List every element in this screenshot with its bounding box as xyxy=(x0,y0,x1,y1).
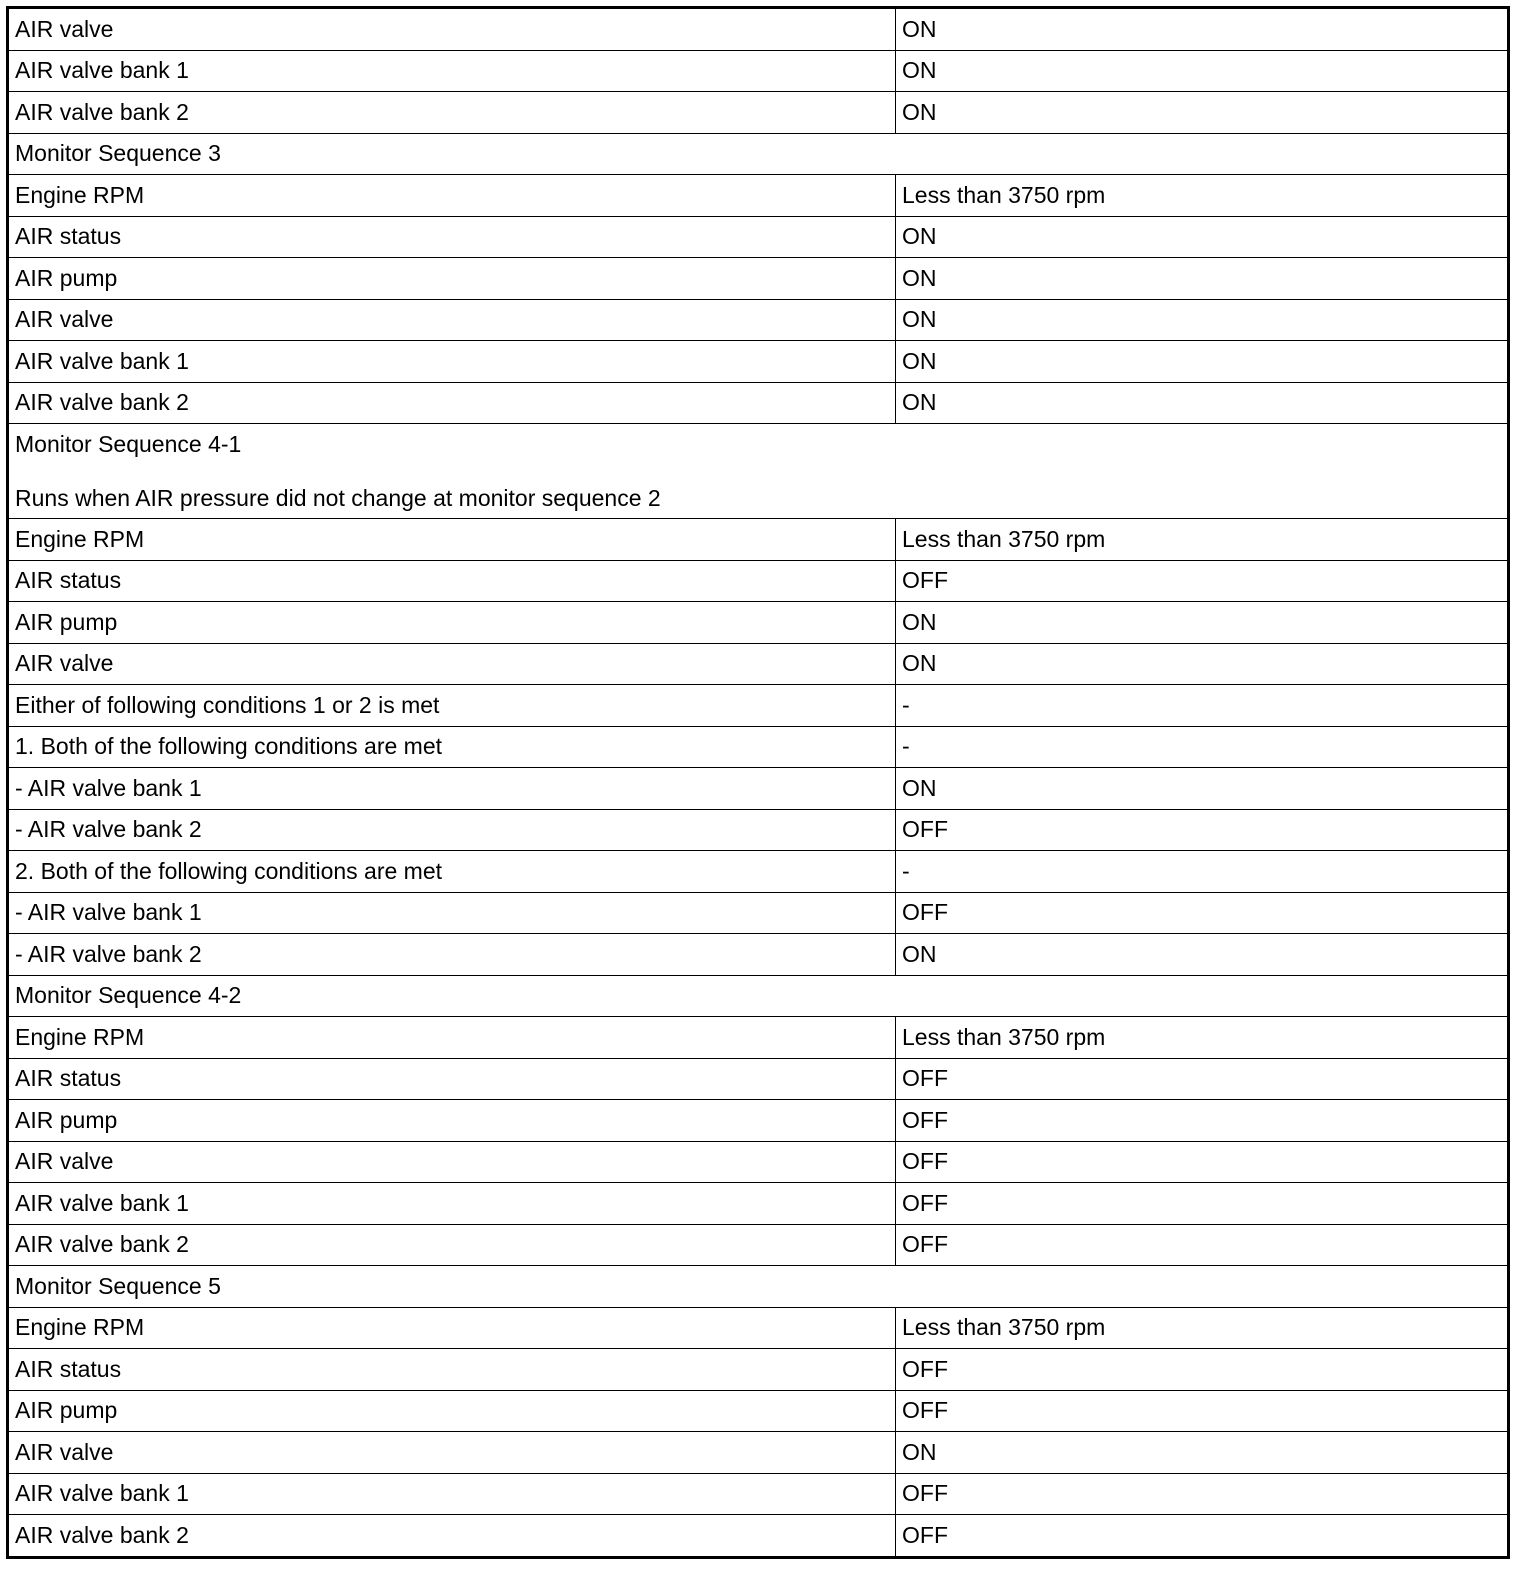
value-cell: OFF xyxy=(896,1473,1509,1515)
value-cell: ON xyxy=(896,934,1509,976)
value-cell: OFF xyxy=(896,560,1509,602)
table-row xyxy=(8,175,1509,217)
table-row xyxy=(8,1473,1509,1515)
param-cell: Engine RPM xyxy=(8,1307,896,1349)
param-cell: AIR valve bank 1 xyxy=(8,1473,896,1515)
table-row xyxy=(8,50,1509,92)
section-header-row xyxy=(8,133,1509,175)
table-row xyxy=(8,851,1509,893)
table-row xyxy=(8,809,1509,851)
value-cell: OFF xyxy=(896,1349,1509,1391)
param-cell: AIR valve xyxy=(8,299,896,341)
param-cell: AIR status xyxy=(8,1349,896,1391)
table-row xyxy=(8,892,1509,934)
value-cell: OFF xyxy=(896,1224,1509,1266)
section-title: Monitor Sequence 4-1 xyxy=(15,430,242,457)
table-row xyxy=(8,1224,1509,1266)
table-row xyxy=(8,643,1509,685)
table-row xyxy=(8,258,1509,300)
value-cell: Less than 3750 rpm xyxy=(896,1307,1509,1349)
table-row xyxy=(8,685,1509,727)
param-cell: AIR status xyxy=(8,560,896,602)
value-cell: OFF xyxy=(896,1058,1509,1100)
param-cell: Engine RPM xyxy=(8,175,896,217)
table-row xyxy=(8,341,1509,383)
value-cell: ON xyxy=(896,8,1509,51)
value-cell: ON xyxy=(896,1432,1509,1474)
value-cell: ON xyxy=(896,602,1509,644)
value-cell: Less than 3750 rpm xyxy=(896,1017,1509,1059)
table-row xyxy=(8,1432,1509,1474)
section-cell xyxy=(8,424,1509,519)
value-cell: Less than 3750 rpm xyxy=(896,519,1509,561)
param-cell: Either of following conditions 1 or 2 is met xyxy=(8,685,896,727)
param-cell: AIR valve bank 1 xyxy=(8,50,896,92)
value-cell: ON xyxy=(896,258,1509,300)
table-row xyxy=(8,299,1509,341)
param-cell: AIR valve xyxy=(8,1432,896,1474)
section-header-row xyxy=(8,975,1509,1017)
value-cell: OFF xyxy=(896,892,1509,934)
param-cell: AIR pump xyxy=(8,602,896,644)
param-cell: AIR valve bank 1 xyxy=(8,341,896,383)
param-cell: AIR pump xyxy=(8,1100,896,1142)
value-cell: ON xyxy=(896,382,1509,424)
section-header-row xyxy=(8,1266,1509,1308)
table-row xyxy=(8,519,1509,561)
param-cell: AIR valve xyxy=(8,643,896,685)
param-cell: - AIR valve bank 1 xyxy=(8,892,896,934)
param-cell: AIR valve bank 2 xyxy=(8,382,896,424)
table-row xyxy=(8,768,1509,810)
param-cell: - AIR valve bank 2 xyxy=(8,809,896,851)
table-row xyxy=(8,382,1509,424)
param-cell: AIR pump xyxy=(8,258,896,300)
table-row xyxy=(8,560,1509,602)
value-cell: ON xyxy=(896,299,1509,341)
value-cell: - xyxy=(896,685,1509,727)
param-cell: - AIR valve bank 2 xyxy=(8,934,896,976)
section-header-row xyxy=(8,424,1509,519)
param-cell: AIR valve bank 2 xyxy=(8,1515,896,1558)
table-row xyxy=(8,1183,1509,1225)
monitor-sequence-table xyxy=(6,6,1510,1559)
value-cell: - xyxy=(896,726,1509,768)
value-cell: - xyxy=(896,851,1509,893)
table-row xyxy=(8,1058,1509,1100)
value-cell: OFF xyxy=(896,1141,1509,1183)
value-cell: OFF xyxy=(896,1100,1509,1142)
param-cell: Engine RPM xyxy=(8,519,896,561)
section-note: Runs when AIR pressure did not change at monitor sequence 2 xyxy=(15,484,661,511)
table-row xyxy=(8,92,1509,134)
value-cell: ON xyxy=(896,50,1509,92)
table-row xyxy=(8,726,1509,768)
param-cell: 2. Both of the following conditions are met xyxy=(8,851,896,893)
table-row xyxy=(8,8,1509,51)
value-cell: ON xyxy=(896,216,1509,258)
value-cell: OFF xyxy=(896,1183,1509,1225)
param-cell: AIR status xyxy=(8,216,896,258)
table-row xyxy=(8,1017,1509,1059)
table-row xyxy=(8,1141,1509,1183)
param-cell: AIR status xyxy=(8,1058,896,1100)
param-cell: AIR pump xyxy=(8,1390,896,1432)
value-cell: OFF xyxy=(896,1515,1509,1558)
monitor-sequence-table-wrapper xyxy=(6,6,1510,1559)
value-cell: Less than 3750 rpm xyxy=(896,175,1509,217)
param-cell: AIR valve bank 2 xyxy=(8,1224,896,1266)
section-title: Monitor Sequence 3 xyxy=(8,133,1509,175)
table-row xyxy=(8,216,1509,258)
section-title: Monitor Sequence 5 xyxy=(8,1266,1509,1308)
param-cell: Engine RPM xyxy=(8,1017,896,1059)
table-body xyxy=(8,8,1509,1558)
table-row xyxy=(8,1307,1509,1349)
table-row xyxy=(8,934,1509,976)
value-cell: OFF xyxy=(896,809,1509,851)
value-cell: ON xyxy=(896,341,1509,383)
param-cell: AIR valve bank 1 xyxy=(8,1183,896,1225)
param-cell: AIR valve xyxy=(8,1141,896,1183)
param-cell: 1. Both of the following conditions are met xyxy=(8,726,896,768)
table-row xyxy=(8,1349,1509,1391)
param-cell: AIR valve bank 2 xyxy=(8,92,896,134)
table-row xyxy=(8,602,1509,644)
table-row xyxy=(8,1390,1509,1432)
value-cell: ON xyxy=(896,768,1509,810)
table-row xyxy=(8,1100,1509,1142)
param-cell: AIR valve xyxy=(8,8,896,51)
param-cell: - AIR valve bank 1 xyxy=(8,768,896,810)
value-cell: OFF xyxy=(896,1390,1509,1432)
value-cell: ON xyxy=(896,643,1509,685)
table-row xyxy=(8,1515,1509,1558)
value-cell: ON xyxy=(896,92,1509,134)
section-title: Monitor Sequence 4-2 xyxy=(8,975,1509,1017)
